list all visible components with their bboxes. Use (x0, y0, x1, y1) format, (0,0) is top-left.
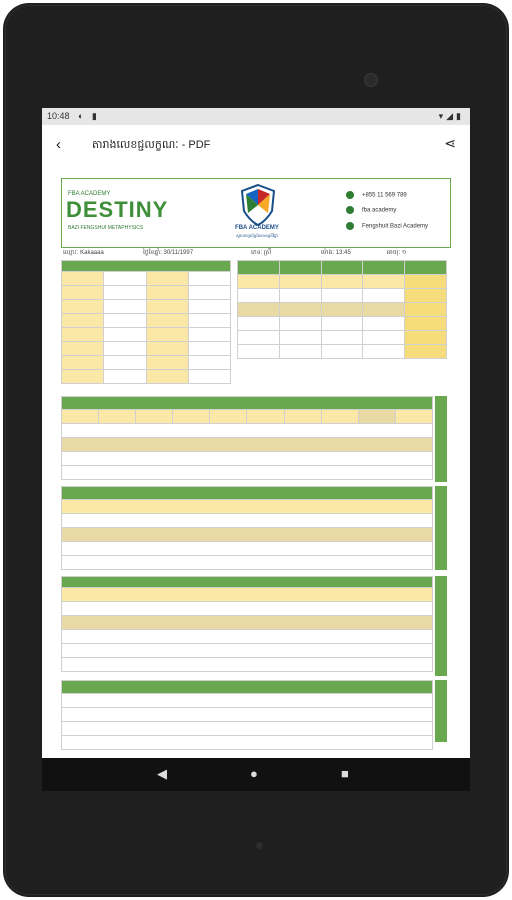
facebook-icon (346, 206, 354, 214)
contact-phone (346, 191, 407, 199)
info-name: ឈ្មោះ: Kakaaaa (63, 250, 104, 256)
monthly-pillars-table (61, 576, 433, 672)
status-bar (42, 108, 470, 125)
info-value: Kakaaaa (80, 250, 104, 256)
status-icons-right: ▾◢▮ (438, 111, 464, 121)
info-gender: ភេទ: ស្រី (251, 250, 272, 256)
pdf-document[interactable] (61, 178, 451, 748)
info-value: 13:45 (335, 250, 351, 256)
academy-logo (238, 183, 278, 227)
info-value: 30/11/1997 (163, 250, 194, 256)
status-icons-left: ◐ ▮ (78, 111, 100, 121)
info-value: ១ (401, 250, 407, 256)
logo-text: FBA ACADEMY (235, 225, 279, 231)
annual-pillars-table (61, 486, 433, 570)
contact-telegram-text: Fengshuit Bazi Academy (362, 223, 429, 230)
front-camera (364, 73, 378, 87)
hourly-pillars-table (61, 680, 433, 750)
info-time: ម៉ោង: 13:45 (321, 250, 351, 256)
section-label-monthly (435, 576, 447, 676)
page-title: តារាងលេខជ្ជលក្ខណៈ - PDF (92, 139, 211, 151)
status-time: 10:48 (47, 111, 70, 121)
nav-back-icon[interactable]: ◀ (157, 766, 167, 781)
contact-facebook (346, 206, 396, 214)
info-label: ភេទ (251, 250, 261, 256)
nav-home-icon[interactable]: ● (250, 766, 258, 781)
nav-recent-icon[interactable]: ■ (341, 766, 349, 781)
brand-title: DESTINY (66, 197, 169, 222)
share-icon[interactable]: ⋖ (444, 135, 456, 151)
screen (42, 108, 470, 790)
document-header (61, 178, 451, 248)
info-label: ម៉ោង (321, 250, 333, 256)
info-age: អាយុ: ១ (387, 250, 407, 256)
brand-small: FBA ACADEMY (68, 191, 111, 197)
info-label: ថ្ងៃខែឆ្នាំ (143, 250, 161, 256)
section-label-annual (435, 486, 447, 570)
contact-telegram (346, 222, 428, 230)
luck-pillars-table (61, 396, 433, 480)
info-value: ស្រី (263, 250, 272, 256)
contact-facebook-text: fba academy (362, 207, 397, 214)
navigation-bar (42, 758, 470, 791)
device-sensor (256, 842, 263, 849)
four-pillars-table (237, 260, 447, 359)
hidden-stems-table (61, 260, 231, 384)
phone-icon (346, 191, 354, 199)
brand-subtitle: BAZI FENGSHUI METAPHYSICS (68, 225, 144, 231)
app-bar (42, 125, 470, 165)
info-label: ឈ្មោះ (63, 250, 77, 256)
contact-phone-text: +855 11 569 789 (362, 192, 407, 199)
logo-subtitle: ស្ថាបនាប្រព័ន្ធដែនទស្សន៍វិជ្ជា (236, 233, 278, 238)
back-arrow-icon[interactable]: ‹ (56, 136, 61, 153)
telegram-icon (346, 222, 354, 230)
section-label-hourly (435, 680, 447, 742)
info-dob: ថ្ងៃខែឆ្នាំ: 30/11/1997 (143, 250, 194, 256)
section-label-luck (435, 396, 447, 482)
info-label: អាយុ (387, 250, 399, 256)
